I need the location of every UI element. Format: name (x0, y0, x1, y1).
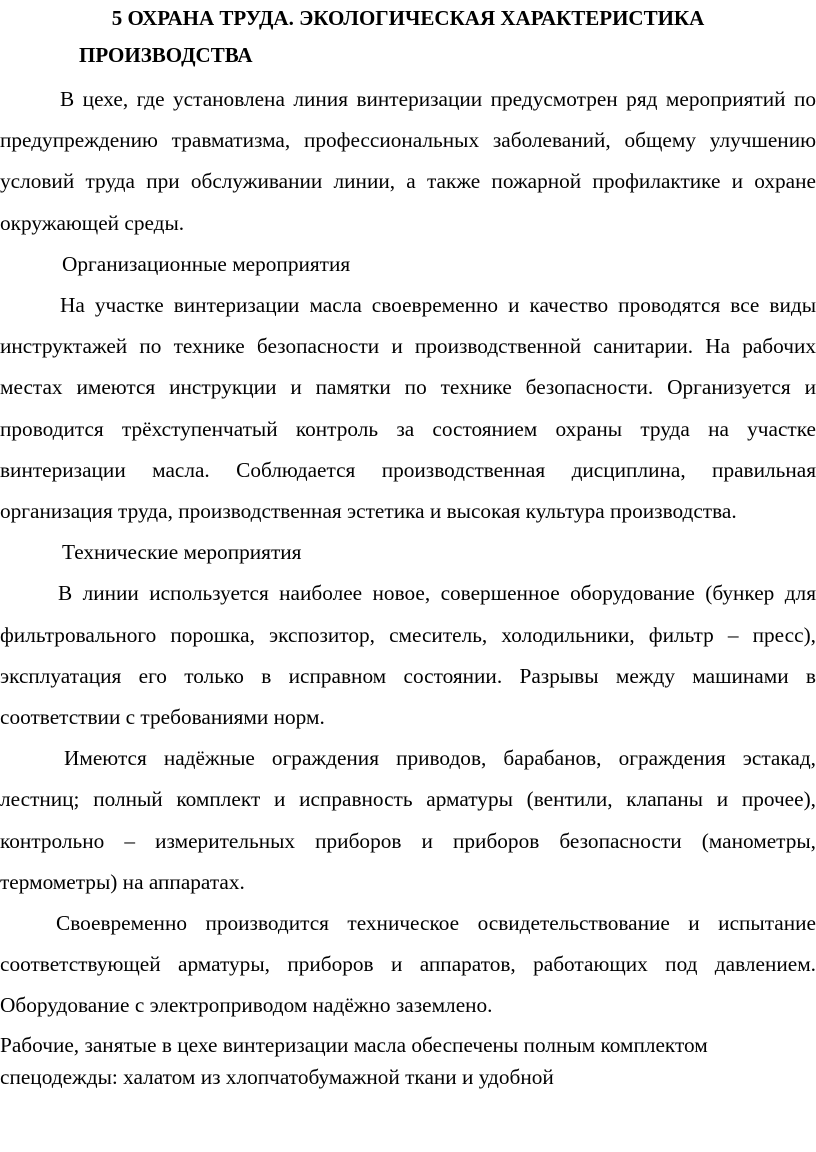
heading-line-1: 5 ОХРАНА ТРУДА. ЭКОЛОГИЧЕСКАЯ ХАРАКТЕРИСТИКА (111, 6, 705, 30)
tail-paragraph: Рабочие, занятые в цехе винтеризации масла обеспечены полным комплектом спецодежды: халатом из хлопчатобумажной ткани и удобной (0, 1032, 708, 1089)
tech-paragraph-2: Имеются надёжные ограждения приводов, барабанов, ограждения эстакад, лестниц; полный комплект и исправность арматуры (вентили, клапаны и прочее), контрольно – измерительных приборов и приборов безопасности (манометры, термометры) на аппаратах. (0, 746, 816, 894)
tech-paragraph-1: В линии используется наиболее новое, совершенное оборудование (бункер для фильтровального порошка, экспозитор, смеситель, холодильники, фильтр – пресс), эксплуатация его только в исправном состоянии. Разрывы между машинами в соответствии с требованиями норм. (0, 581, 816, 730)
heading-line-2: ПРОИЗВОДСТВА (79, 43, 253, 67)
tech-paragraph-3: Своевременно производится техническое освидетельствование и испытание соответствующей арматуры, приборов и аппаратов, работающих под давлением. Оборудование с электроприводом надёжно заземлено. (0, 911, 816, 1018)
intro-paragraph: В цехе, где установлена линия винтеризации предусмотрен ряд мероприятий по предупреждению травматизма, профессиональных заболеваний, общему улучшению условий труда при обслуживании линии, а также пожарной профилактике и охране окружающей среды. (0, 87, 816, 235)
section-tech-heading: Технические мероприятия (62, 540, 302, 565)
org-paragraph: На участке винтеризации масла своевременно и качество проводятся все виды инструктажей по технике безопасности и производственной санитарии. На рабочих местах имеются инструкции и памятки по технике безопасности. Организуется и проводится трёхступенчатый контроль за состоянием охраны труда на участке винтеризации масла. Соблюдается производственная дисциплина, правильная организация труда, производственная эстетика и высокая культура производства. (0, 293, 816, 524)
section-org-heading: Организационные мероприятия (62, 251, 351, 276)
document-heading (0, 0, 816, 74)
